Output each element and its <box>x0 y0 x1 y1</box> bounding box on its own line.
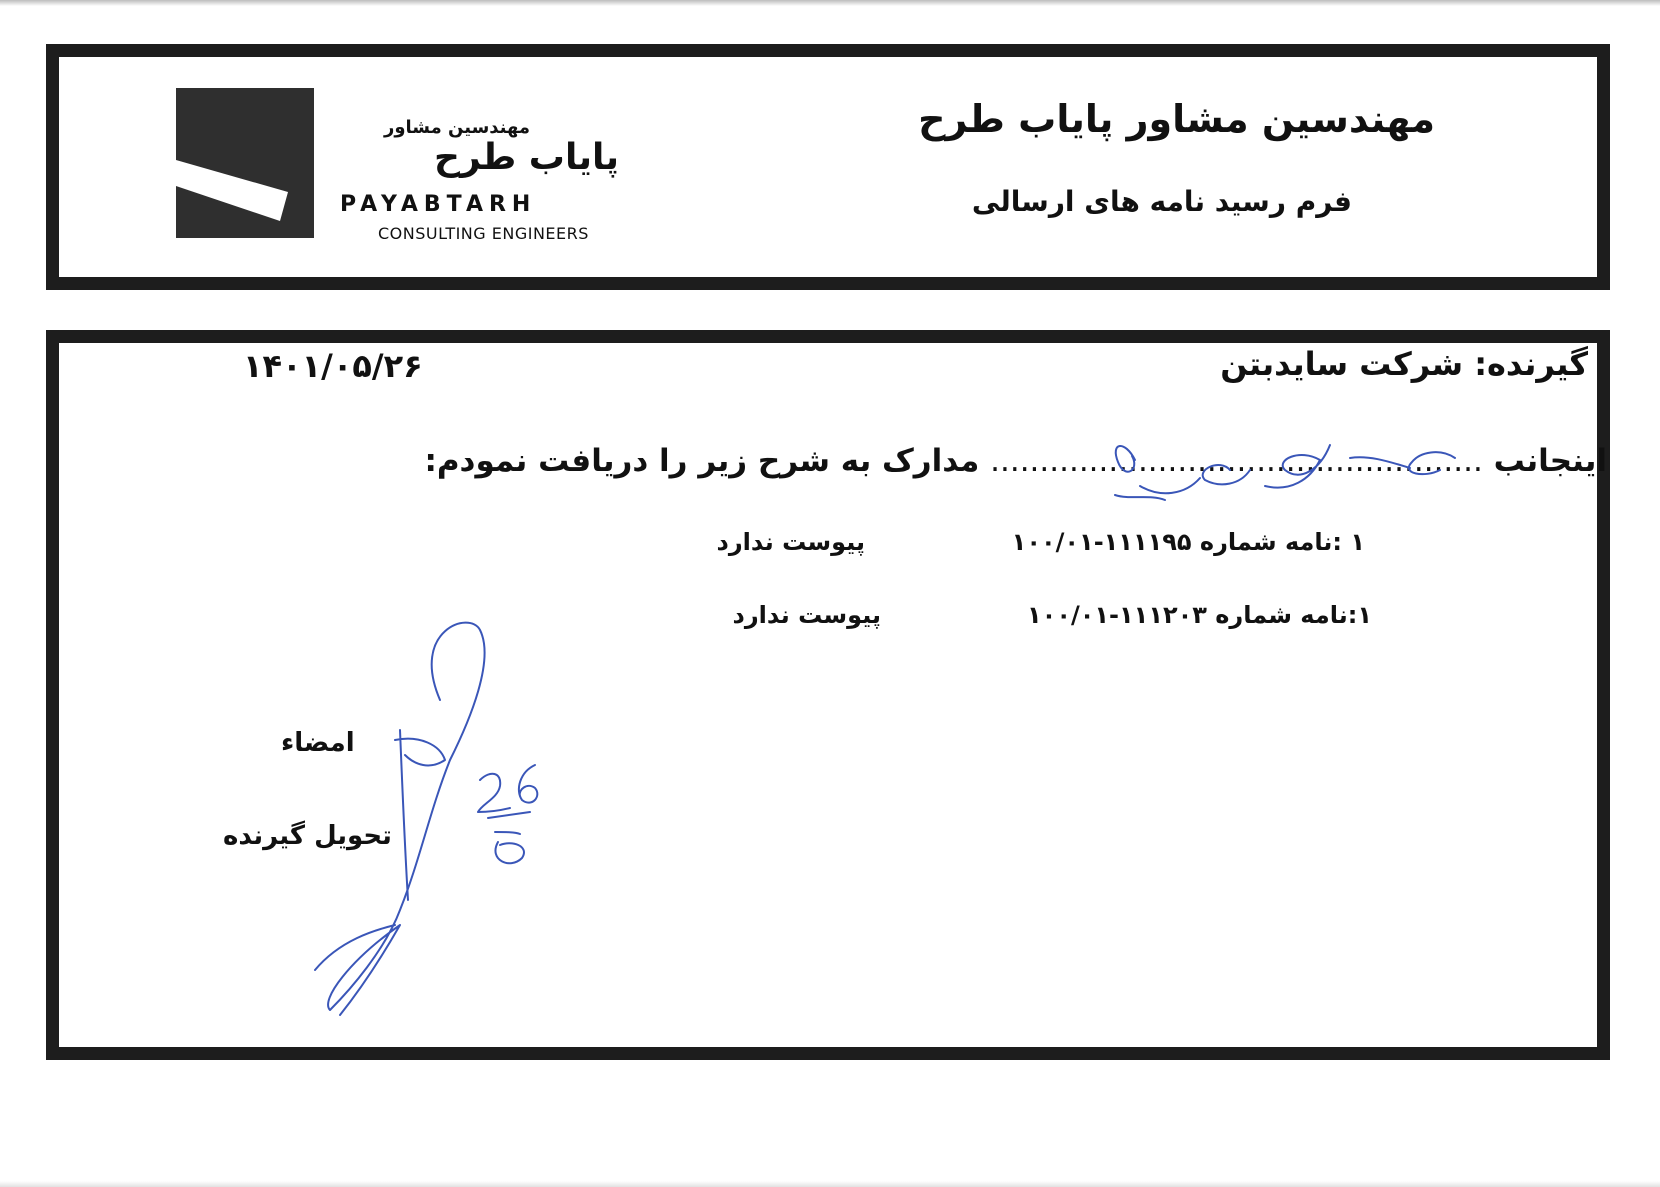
scan-bottom-edge <box>0 1181 1660 1187</box>
ack-blank: .................................................. <box>990 443 1483 479</box>
recipient-line: گیرنده: شرکت سایدبتن <box>1220 345 1588 383</box>
receipt-date: ۱۴۰۱/۰۵/۲۶ <box>243 347 423 385</box>
form-title: فرم رسید نامه های ارسالی <box>971 185 1352 218</box>
item-letter-number: ۱ :نامه شماره ۱۱۱۱۹۵-۱۰۰/۰۱ <box>1011 528 1365 556</box>
logo-english-subtitle: CONSULTING ENGINEERS <box>378 224 589 243</box>
item-attachment-status: پیوست ندارد <box>716 528 865 556</box>
logo-persian-subtitle: مهندسین مشاور <box>384 117 531 138</box>
item-attachment-status: پیوست ندارد <box>732 601 881 629</box>
header-box <box>46 44 1610 290</box>
ack-prefix: اینجانب <box>1493 443 1607 479</box>
delivery-label: تحویل گیرنده <box>223 821 392 851</box>
logo-mark-icon <box>176 88 314 238</box>
logo-english-name: PAYABTARH <box>340 192 537 217</box>
ack-suffix: مدارک به شرح زیر را دریافت نمودم: <box>424 443 980 479</box>
receipt-box <box>46 330 1610 1060</box>
acknowledgement-line <box>424 443 1607 479</box>
firm-name: مهندسین مشاور پایاب طرح <box>918 97 1435 141</box>
logo-persian-name: پایاب طرح <box>434 137 620 178</box>
signature-label: امضاء <box>281 728 355 758</box>
item-letter-number: ۱:نامه شماره ۱۱۱۲۰۳-۱۰۰/۰۱ <box>1027 601 1372 629</box>
scan-top-edge <box>0 0 1660 6</box>
